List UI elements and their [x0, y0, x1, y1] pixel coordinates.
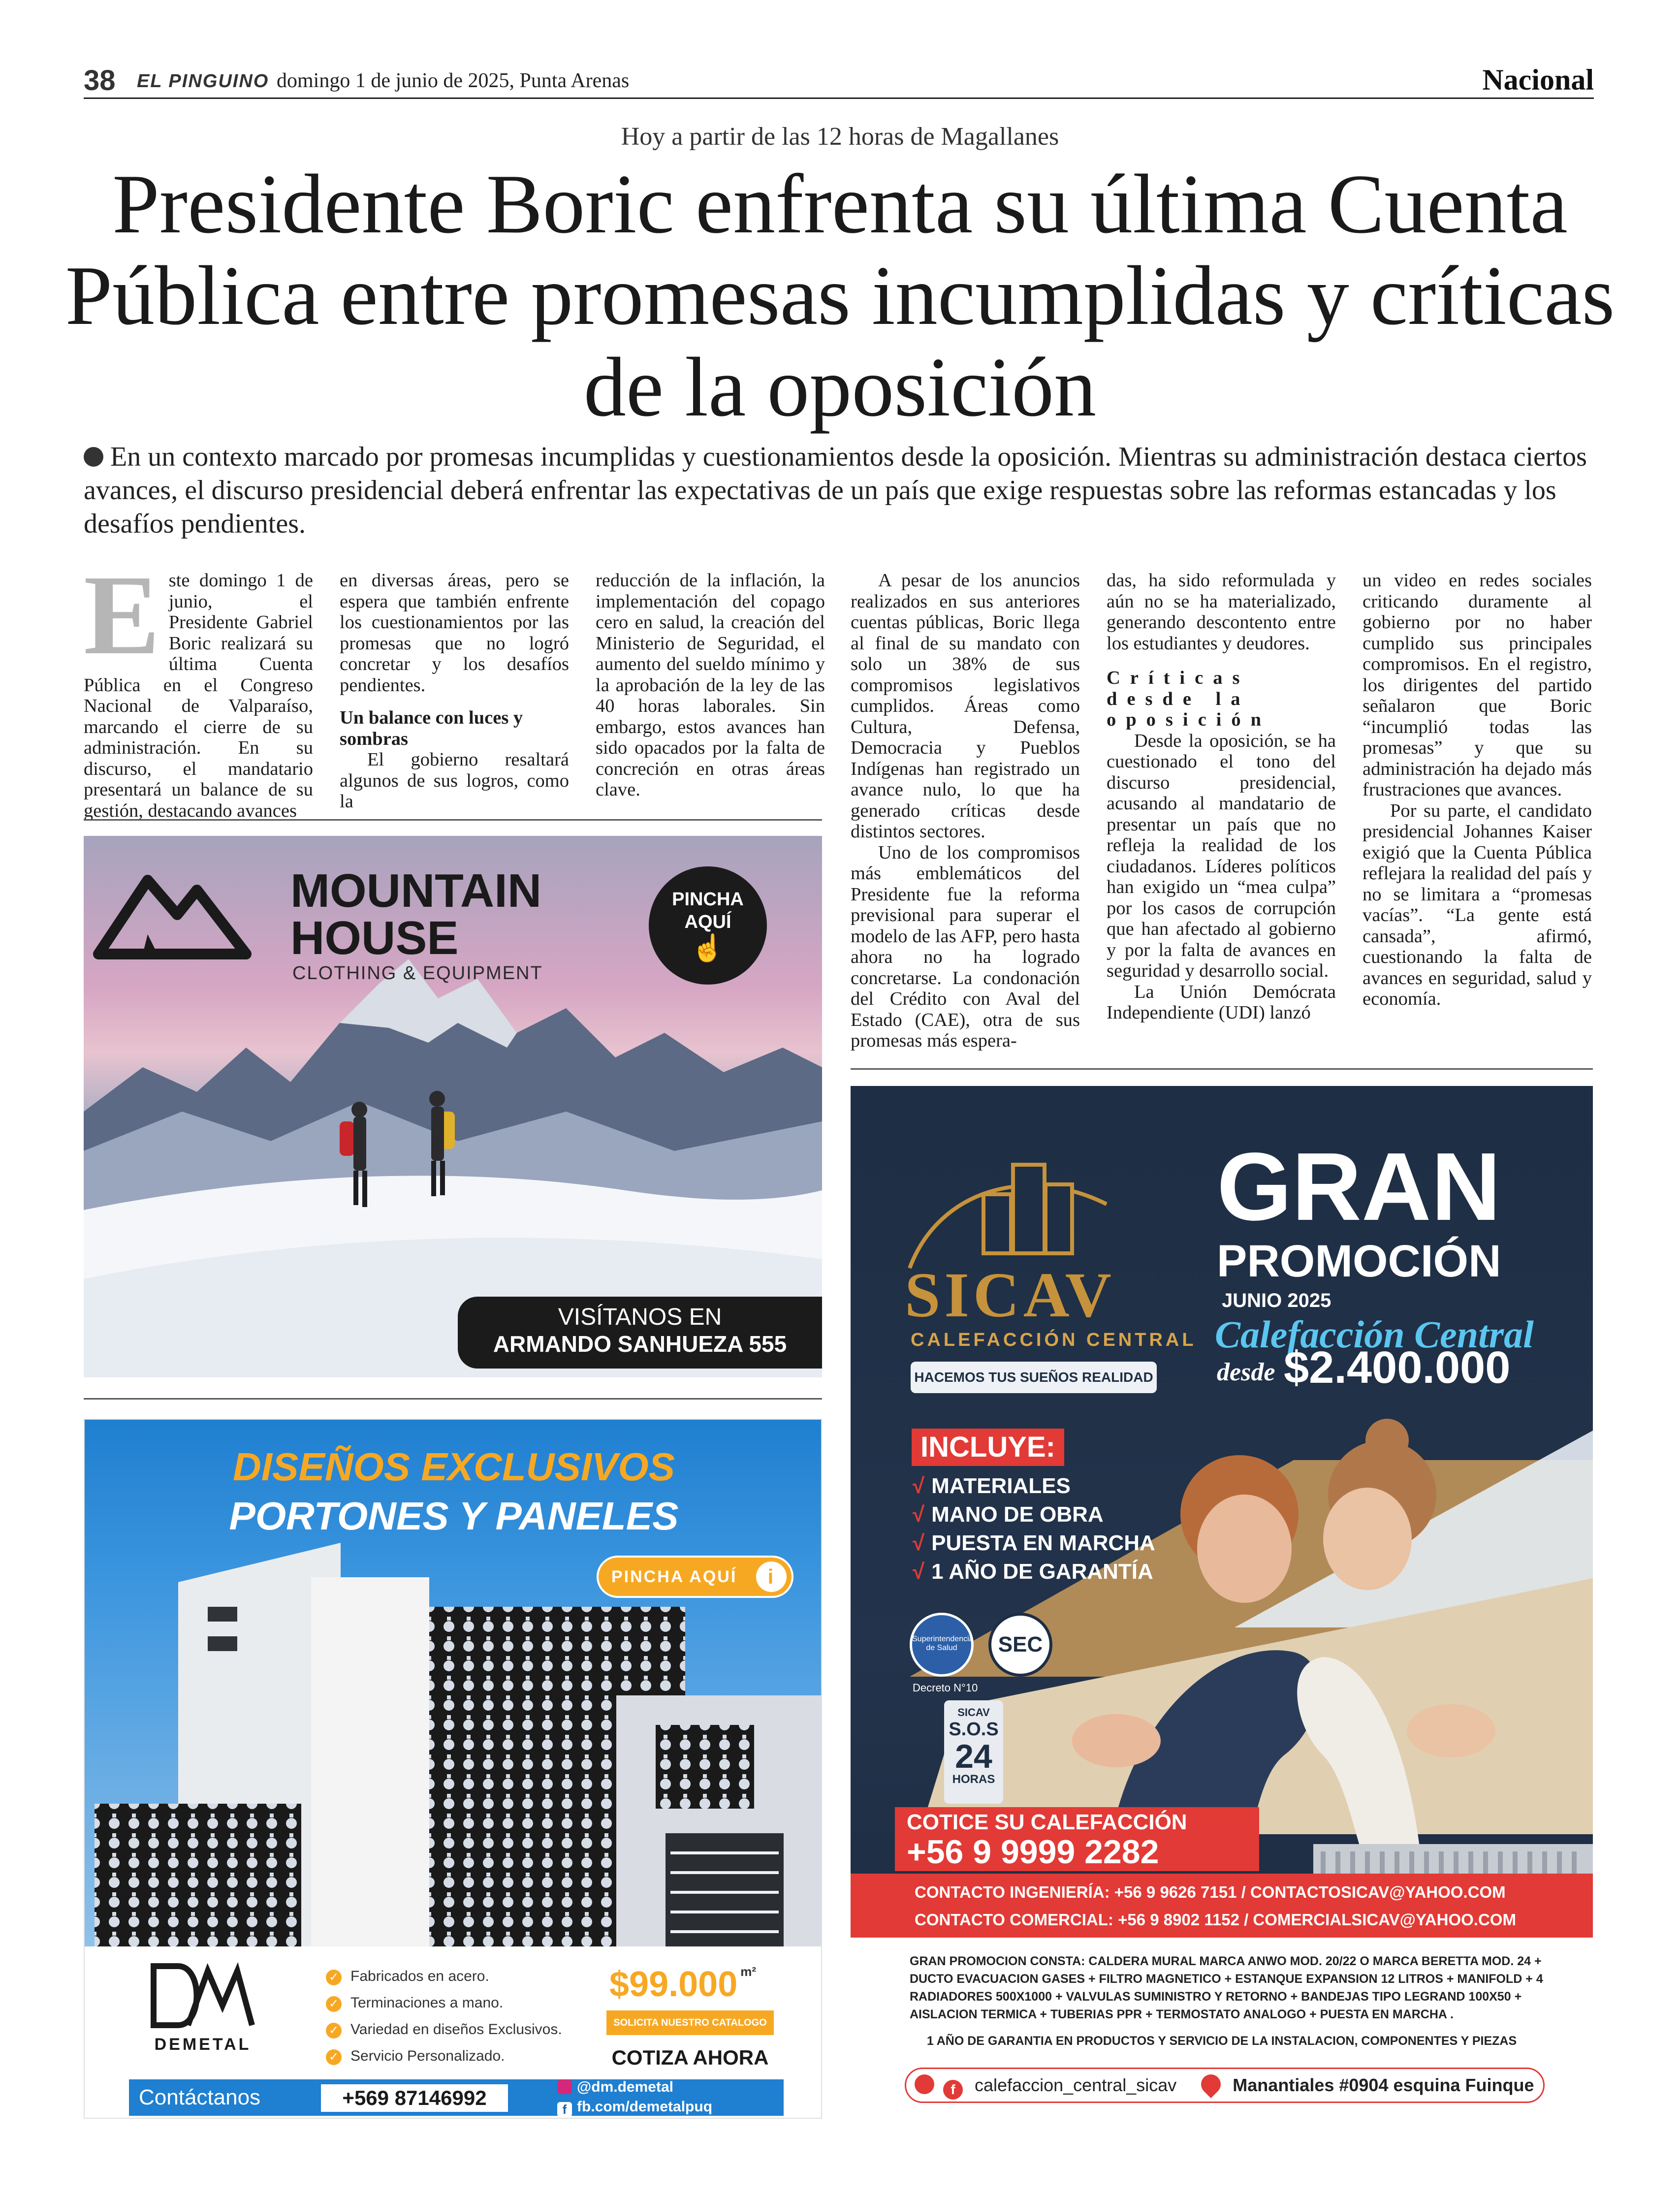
- facebook-icon: f: [557, 2102, 572, 2117]
- hiker-2-leg: [431, 1161, 436, 1196]
- left-panel-fence: [95, 1804, 301, 1946]
- column-divider: [84, 819, 822, 821]
- mountain-house-logo-icon: [98, 880, 246, 954]
- article-column-4: [851, 570, 1080, 1051]
- quote-banner[interactable]: [895, 1807, 1259, 1871]
- article-column-3: [596, 570, 825, 800]
- hiker-backpack-red: [340, 1121, 354, 1156]
- visit-banner: [458, 1297, 822, 1369]
- cta-line-1: PINCHA: [672, 889, 744, 910]
- paragraph: El gobierno resaltará algunos de sus logros, como la: [340, 749, 569, 812]
- tap-hand-icon: ☝: [691, 933, 725, 963]
- decree-label: Decreto N°10: [913, 1682, 978, 1694]
- check-icon: √: [913, 1531, 925, 1555]
- lead-text: En un contexto marcado por promesas incumplidas y cuestionamientos desde la oposición. Mientras su administración destaca ciertos avances, el discurso presidencial deberá enfrentar las expectativas de un país que exige respuestas sobre las reformas estancadas y los desafíos pendientes.: [84, 442, 1587, 539]
- visit-line-1: VISÍTANOS EN: [558, 1304, 722, 1330]
- sos-badge-icon: [944, 1700, 1003, 1804]
- include-item: √ 1 AÑO DE GARANTÍA: [913, 1560, 1153, 1584]
- price: [609, 1964, 756, 2005]
- paragraph: en diversas áreas, pero se espera que también enfrente los cuestionamientos por las promesas que no logró concretar y los desafíos pendientes.: [340, 570, 569, 696]
- page-number: 38: [84, 64, 116, 96]
- promo-price: $2.400.000: [1284, 1342, 1511, 1393]
- article-kicker: Hoy a partir de las 12 horas de Magallanes: [621, 123, 1059, 151]
- gate-pillar: [311, 1577, 429, 1946]
- pincha-aqui-button[interactable]: [649, 866, 767, 985]
- sec-badge-icon: SEC: [988, 1613, 1052, 1677]
- promo-subtitle: PROMOCIÓN: [1217, 1236, 1501, 1286]
- column-divider: [84, 1398, 822, 1400]
- facebook-link[interactable]: f fb.com/demetalpuq: [557, 2097, 712, 2117]
- brand-line-1: MOUNTAIN: [290, 864, 542, 917]
- location-pin-icon: [1197, 2071, 1225, 2099]
- feature-item: ✓ Fabricados en acero.: [326, 1963, 562, 1990]
- gate-illustration: [85, 1420, 822, 1946]
- staircase: [666, 1833, 784, 1946]
- fine-print: GRAN PROMOCION CONSTA: CALDERA MURAL MARCA ANWO MOD. 20/22 O MARCA BERETTA MOD. 24 + DUCTO EVACUACION GASES + FILTRO MAGNETICO + ESTANQUE EXPANSION 12 LITROS + MANIFOLD + 4 RADIADORES 500X1000 + VALVULAS SUMINISTRO Y RETORNO + BANDEJAS TIPO LEGRAND 100X50 + AISLACION TERMICA + TUBERIAS PPR + TERMOSTATO ANALOGO + PUESTA EN MARCHA .: [910, 1954, 1543, 2021]
- article-headline: Presidente Boric enfrenta su última Cuenta Pública entre promesas incumplidas y críticas de la oposición: [65, 158, 1615, 434]
- hand: [1072, 1714, 1161, 1767]
- sicav-ad[interactable]: [851, 1086, 1593, 2119]
- info-icon: i: [756, 1561, 787, 1592]
- contact-phone[interactable]: +569 87146992: [321, 2084, 508, 2112]
- article-lead: [84, 440, 1594, 541]
- article-column-1: [84, 552, 313, 821]
- buildings-logo-icon: [910, 1165, 1107, 1268]
- contact-label: Contáctanos: [139, 2085, 261, 2109]
- paragraph: reducción de la inflación, la implementación del copago cero en salud, la creación del Ministerio de Seguridad, el aumento del sueldo mínimo y la aprobación de la ley de las 40 horas laborales. Sin embargo, estos avances han sido opacados por la falta de concreción en otras áreas clave.: [596, 570, 825, 800]
- paragraph: Desde la oposición, se ha cuestionado el tono del discurso presidencial, acusando al mandatario de presentar un país que no refleja la realidad de los ciudadanos. Líderes políticos han exigido un “mea culpa” por los casos de corrupción que han afectado al gobierno y por la falta de avances en seguridad y desarrollo social.: [1107, 730, 1336, 981]
- person-2-face: [1323, 1488, 1412, 1590]
- hiker-1-head: [351, 1102, 367, 1117]
- sos-unit: HORAS: [952, 1773, 995, 1786]
- sos-text: S.O.S: [949, 1719, 999, 1740]
- article-column-6: [1363, 570, 1592, 1010]
- cta-label: PINCHA AQUÍ: [611, 1567, 737, 1586]
- paragraph: das, ha sido reformulada y aún no se ha materializado, generando descontento entre los estudiantes y deudores.: [1107, 570, 1336, 654]
- article-column-2: [340, 570, 569, 812]
- superintendencia-badge-icon: Superintendencia de Salud: [910, 1613, 974, 1677]
- subheading: Críticas desde la oposición: [1107, 668, 1271, 730]
- paragraph: A pesar de los anuncios realizados en sus anteriores cuentas públicas, Boric llega al final de su mandato con solo un 38% de sus compromisos legislativos cumplidos. Áreas como Cultura, Defensa, Democracia y Pueblos Indígenas han registrado un avance nulo, lo que ha generado críticas desde distintos sectores.: [851, 570, 1080, 842]
- sos-hours: 24: [955, 1738, 992, 1775]
- ceiling-lattice: [656, 1725, 754, 1809]
- feature-list: [326, 1963, 562, 2070]
- wall-slit: [208, 1607, 237, 1622]
- sicav-slogan: HACEMOS TUS SUEÑOS REALIDAD: [911, 1362, 1157, 1393]
- facebook-icon: f: [943, 2080, 963, 2100]
- cta-line-2: AQUÍ: [684, 912, 731, 932]
- hiker-2-leg: [440, 1161, 445, 1195]
- paragraph: La Unión Demócrata Independiente (UDI) lanzó: [1107, 981, 1336, 1023]
- include-item: √ MATERIALES: [913, 1474, 1071, 1498]
- sos-brand: SICAV: [957, 1706, 990, 1719]
- includes-list: [913, 1472, 1155, 1586]
- feature-item: ✓ Variedad en diseños Exclusivos.: [326, 2016, 562, 2043]
- person-2-bun: [1365, 1419, 1409, 1462]
- paragraph: un video en redes sociales criticando duramente al gobierno por no haber cumplido sus principales compromisos. En el registro, los dirigentes del partido señalaron que Boric “incumplió todas las promesas” y que su administración ha dejado más frustraciones que avances.: [1363, 570, 1592, 800]
- bullet-icon: [84, 447, 103, 467]
- include-item: √ PUESTA EN MARCHA: [913, 1531, 1155, 1555]
- date-line: domingo 1 de junio de 2025, Punta Arenas: [277, 69, 630, 92]
- paragraph: Por su parte, el candidato presidencial Johannes Kaiser exigió que la Cuenta Pública reflejara la realidad del país y no se limitara a “promesas vacías”. “La gente está cansada”, afirmó, cuestionando la falta de avances en seguridad, salud y economía.: [1363, 800, 1592, 1009]
- hiker-1-leg: [362, 1171, 367, 1207]
- person-1-face: [1197, 1495, 1292, 1603]
- check-icon: ✓: [326, 2023, 342, 2039]
- contact-commercial[interactable]: CONTACTO COMERCIAL: +56 9 8902 1152 / COMERCIALSICAV@YAHOO.COM: [915, 1911, 1516, 1929]
- wall-slit: [208, 1636, 237, 1651]
- quote-line: COTICE SU CALEFACCIÓN: [907, 1810, 1187, 1834]
- logo-name: DEMETAL: [154, 2035, 252, 2054]
- hand: [1407, 1704, 1495, 1757]
- quote-cta[interactable]: COTIZA AHORA: [611, 2046, 769, 2069]
- social-links: [557, 2077, 712, 2117]
- warranty-note: 1 AÑO DE GARANTIA EN PRODUCTOS Y SERVICIO DE LA INSTALACION, COMPONENTES Y PIEZAS: [926, 2034, 1517, 2048]
- check-icon: √: [913, 1474, 925, 1498]
- promo-title: GRAN: [1217, 1133, 1501, 1241]
- social-row: [915, 2073, 1534, 2100]
- address: Manantiales #0904 esquina Fuinque: [1233, 2075, 1534, 2095]
- instagram-icon: [915, 2074, 934, 2094]
- contact-engineering[interactable]: CONTACTO INGENIERÍA: +56 9 9626 7151 / CONTACTOSICAV@YAHOO.COM: [915, 1883, 1506, 1901]
- mountain-house-ad[interactable]: [84, 836, 822, 1377]
- contact-lines: [915, 1879, 1516, 1934]
- column-divider: [851, 1068, 1593, 1070]
- sicav-brand-sub: CALEFACCIÓN CENTRAL: [911, 1330, 1197, 1350]
- feature-item: ✓ Servicio Personalizado.: [326, 2043, 562, 2070]
- hiker-1: [353, 1116, 366, 1171]
- paragraph: Uno de los compromisos más emblemáticos del Presidente fue la reforma previsional para superar el modelo de las AFP, pero hasta ahora no ha logrado concretarse. La condonación del Crédito con Aval del Estado (CAE), otra de sus promesas más espera-: [851, 842, 1080, 1051]
- feature-item: ✓ Terminaciones a mano.: [326, 1990, 562, 2016]
- hiker-1-leg: [353, 1171, 358, 1205]
- check-icon: √: [913, 1502, 925, 1527]
- hiker-2-head: [429, 1091, 445, 1107]
- demetal-logo-icon: [149, 1961, 257, 2030]
- include-item: √ MANO DE OBRA: [913, 1502, 1104, 1527]
- check-icon: √: [913, 1560, 925, 1584]
- price-unit: m²: [740, 1964, 757, 1979]
- promo-from: desde: [1217, 1358, 1275, 1386]
- promo-product: Calefacción Central: [1215, 1313, 1534, 1356]
- visit-address: ARMANDO SANHUEZA 555: [493, 1331, 787, 1357]
- subheading: Un balance con luces y sombras: [340, 707, 523, 749]
- section-name: Nacional: [1482, 64, 1594, 96]
- social-handle[interactable]: calefaccion_central_sicav: [975, 2075, 1177, 2095]
- ad-subtitle: PORTONES Y PANELES: [229, 1494, 679, 1538]
- page-header: [84, 62, 1594, 99]
- ad-title: DISEÑOS EXCLUSIVOS: [233, 1445, 675, 1489]
- catalog-button[interactable]: SOLICITA NUESTRO CATALOGO: [606, 2010, 774, 2035]
- quote-phone[interactable]: +56 9 9999 2282: [907, 1833, 1159, 1871]
- demetal-ad[interactable]: [84, 1419, 822, 2119]
- drop-cap: E: [84, 552, 160, 678]
- paragraph: ste domingo 1 de junio, el Presidente Gabriel Boric realizará su última Cuenta Pública en el Congreso Nacional de Valparaíso, marcando el cierre de su administración. En su discurso, el mandatario presentará un balance de su gestión, destacando avances: [84, 570, 313, 821]
- pincha-aqui-button[interactable]: [597, 1556, 793, 1598]
- brand-tagline: CLOTHING & EQUIPMENT: [292, 963, 543, 984]
- sicav-brand: SICAV: [905, 1260, 1115, 1331]
- check-icon: ✓: [326, 2049, 342, 2065]
- price-value: $99.000: [609, 1965, 738, 2004]
- includes-title: INCLUYE:: [912, 1429, 1064, 1466]
- brand-line-2: HOUSE: [290, 912, 459, 964]
- check-icon: ✓: [326, 1970, 342, 1985]
- check-icon: ✓: [326, 1996, 342, 2012]
- brand-name: [290, 864, 542, 964]
- instagram-icon: [557, 2079, 572, 2094]
- instagram-link[interactable]: @dm.demetal: [557, 2077, 712, 2097]
- newspaper-brand: EL PINGUINO: [137, 71, 269, 92]
- hiker-2: [431, 1107, 444, 1161]
- promo-month: JUNIO 2025: [1222, 1290, 1331, 1311]
- article-column-5: [1107, 570, 1336, 1023]
